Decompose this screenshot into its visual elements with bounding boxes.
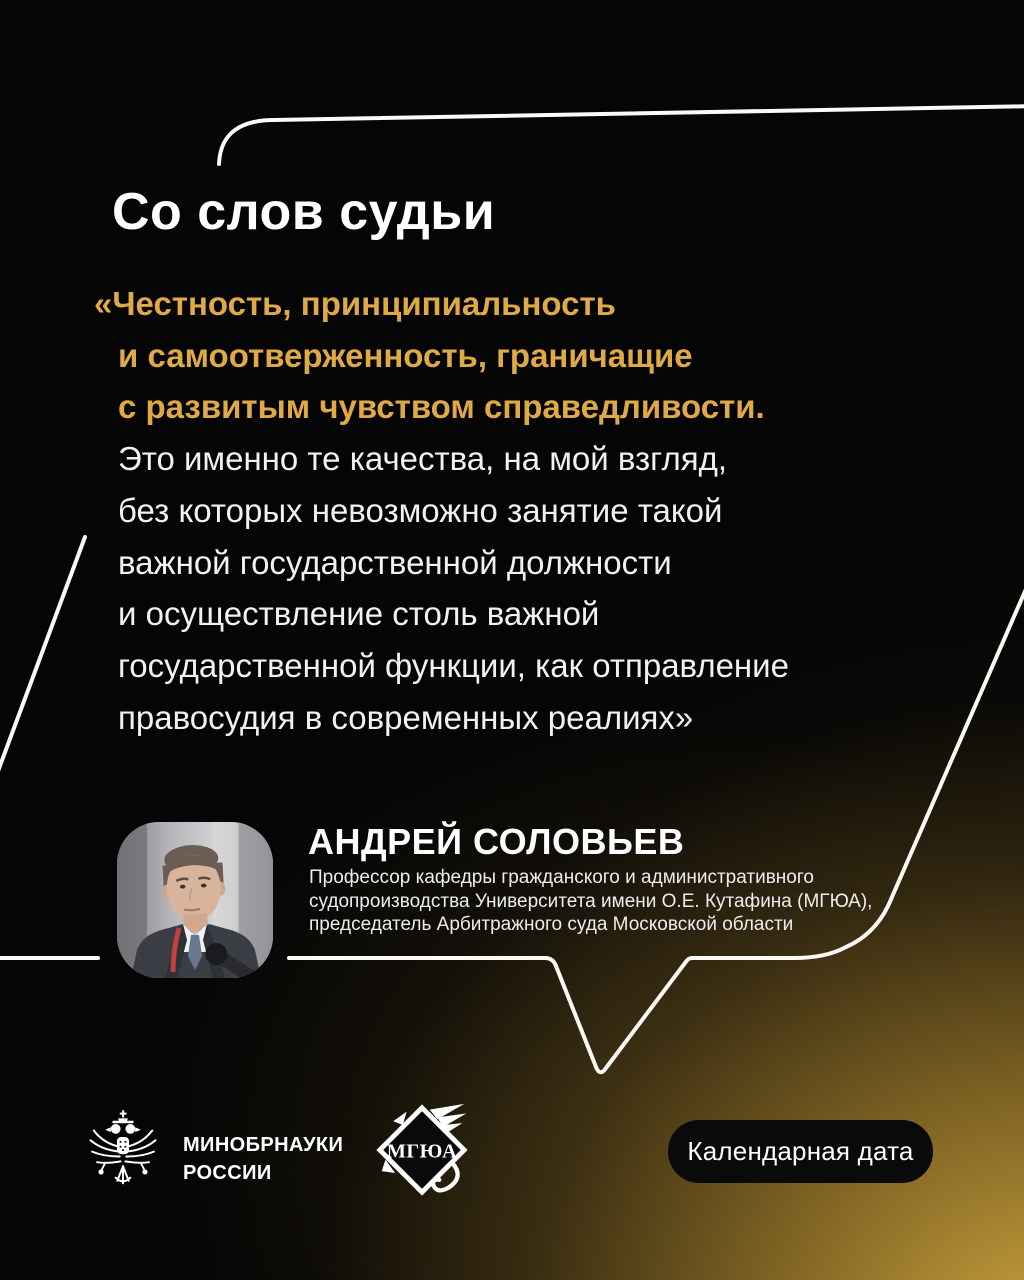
page-title: Со слов судьи [112, 183, 496, 241]
speaker-bio-line: председатель Арбитражного суда Московской области [309, 914, 794, 936]
mgua-logo-icon [374, 1102, 470, 1198]
speaker-portrait-image [117, 822, 273, 978]
speaker-bio-line: судопроизводства Университета имени О.Е. Кутафина (МГЮА), [309, 890, 873, 912]
ministry-name-line: МИНОБРНАУКИ [183, 1134, 344, 1156]
quote-line: правосудия в современных реалиях» [118, 698, 694, 736]
quote-line: важной государственной должности [118, 543, 672, 581]
ministry-name-line: РОССИИ [183, 1161, 272, 1184]
quote-line: без которых невозможно занятие такой [118, 491, 723, 529]
speaker-name: АНДРЕЙ СОЛОВЬЕВ [308, 821, 685, 862]
quote-line: и самоотверженность, граничащие [118, 336, 693, 374]
calendar-date-button[interactable] [668, 1120, 933, 1183]
quote-line: с развитым чувством справедливости. [118, 388, 765, 426]
quote-block [94, 278, 938, 743]
mgua-logo-label: МГЮА [386, 1140, 458, 1163]
minobrnauki-eagle-emblem-icon [84, 1108, 162, 1192]
calendar-date-button-label: Календарная дата [687, 1136, 914, 1166]
speaker-bio [309, 866, 872, 937]
speaker-bio-line: Профессор кафедры гражданского и административного [309, 867, 814, 888]
quote-line: «Честность, принципиальность [94, 285, 616, 322]
ministry-name [183, 1132, 343, 1187]
quote-line: государственной функции, как отправление [118, 646, 789, 684]
avatar [117, 822, 273, 978]
quote-line: и осуществление столь важной [118, 595, 600, 633]
quote-line: Это именно те качества, на мой взгляд, [118, 440, 728, 478]
